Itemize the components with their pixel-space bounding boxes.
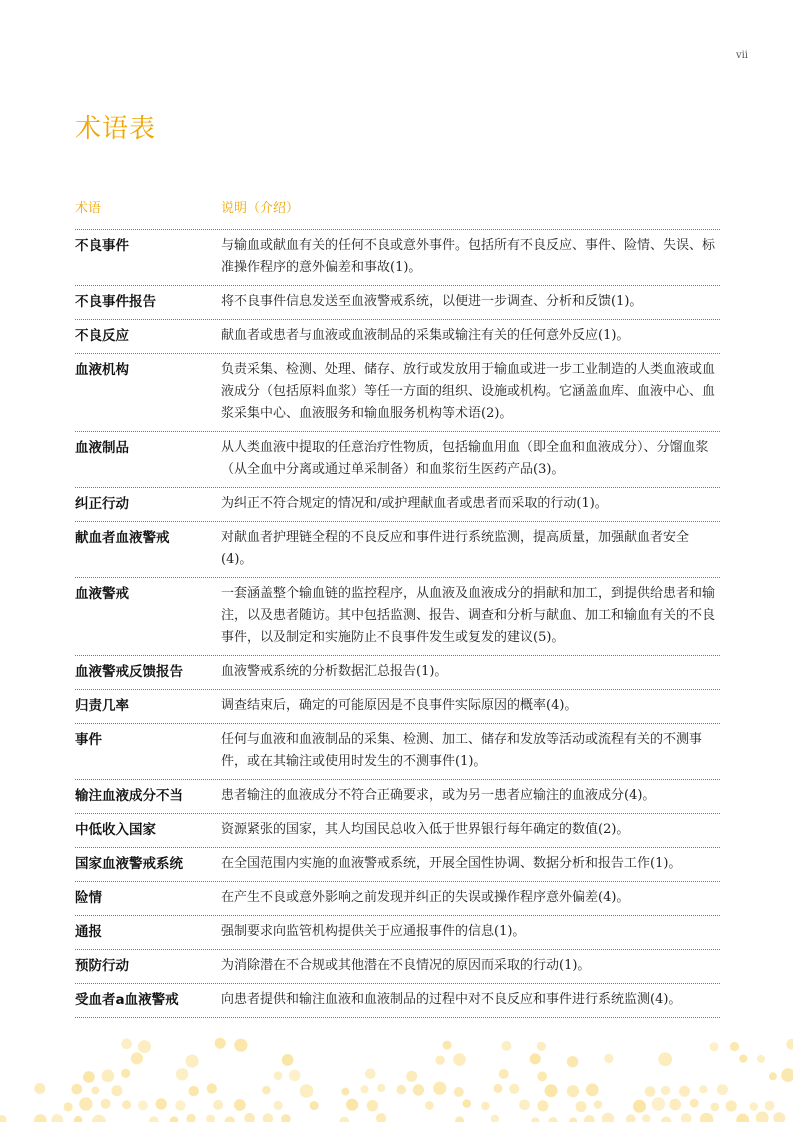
decorative-dot xyxy=(757,1055,765,1063)
decorative-dot xyxy=(710,1103,719,1112)
decorative-dot xyxy=(537,1042,546,1051)
decorative-dot xyxy=(658,1052,672,1066)
decorative-dot xyxy=(652,1097,665,1110)
table-row xyxy=(75,431,720,487)
term-cell: 纠正行动 xyxy=(75,496,129,512)
term-cell: 献血者血液警戒 xyxy=(75,530,170,546)
table-row xyxy=(75,949,720,983)
decorative-dot xyxy=(717,1084,728,1095)
decorative-dot xyxy=(661,1117,672,1122)
term-cell: 预防行动 xyxy=(75,958,129,974)
decorative-dot xyxy=(170,1116,178,1122)
decorative-dot xyxy=(244,1113,255,1122)
decorative-dot xyxy=(149,1116,159,1122)
decorative-dot xyxy=(626,1114,636,1122)
decorative-dot xyxy=(274,1101,283,1110)
table-row xyxy=(75,813,720,847)
decorative-dot xyxy=(186,1114,195,1122)
decorative-dot xyxy=(773,1112,785,1122)
decorative-dot xyxy=(730,1042,739,1051)
decorative-dot xyxy=(71,1084,82,1095)
decorative-dot xyxy=(786,1039,793,1050)
table-row xyxy=(75,689,720,723)
table-header xyxy=(75,197,720,216)
decorative-dot xyxy=(225,1116,235,1122)
decorative-dot xyxy=(750,1102,758,1110)
term-cell: 血液制品 xyxy=(75,440,129,456)
description-cell: 任何与血液和血液制品的采集、检测、加工、储存和发放等活动或流程有关的不测事件，或在其输注或使用时发生的不测事件(1)。 xyxy=(221,732,703,769)
decorative-dot xyxy=(537,1072,547,1082)
decorative-dot xyxy=(493,1084,502,1093)
term-cell: 血液机构 xyxy=(75,362,129,378)
table-row xyxy=(75,915,720,949)
decorative-dot xyxy=(102,1070,115,1083)
term-cell: 血液警戒反馈报告 xyxy=(75,664,183,680)
decorative-dot xyxy=(213,1100,223,1110)
decorative-dot xyxy=(51,1114,63,1122)
decorative-dot xyxy=(602,1113,614,1122)
term-cell: 中低收入国家 xyxy=(75,822,156,838)
description-cell: 一套涵盖整个输血链的监控程序，从血液及血液成分的捐献和加工，到提供给患者和输注，以及患者随访。其中包括监测、报告、调查和分析与献血、加工和输血有关的不良事件，以及制定和实施防止不良事件发生或复发的建议(5)。 xyxy=(221,586,716,645)
decorative-dot xyxy=(681,1113,692,1122)
decorative-dot xyxy=(700,1113,713,1122)
decorative-dot xyxy=(0,1115,7,1122)
description-cell: 在全国范围内实施的血液警戒系统，开展全国性协调、数据分析和报告工作(1)。 xyxy=(221,856,682,871)
decorative-dot xyxy=(454,1087,464,1097)
description-cell: 调查结束后，确定的可能原因是不良事件实际原因的概率(4)。 xyxy=(221,698,578,713)
description-cell: 负责采集、检测、处理、储存、放行或发放用于输血或进一步工业制造的人类血液或血液成分（包括原料血浆）等任一方面的组织、设施或机构。它涵盖血库、血液中心、血浆采集中心、血液服务和输血服务机构等术语(2)。 xyxy=(221,362,716,421)
term-cell: 血液警戒 xyxy=(75,586,129,602)
decorative-dot xyxy=(360,1085,368,1093)
decorative-dot xyxy=(435,1056,444,1065)
page-number: vii xyxy=(735,50,748,61)
term-cell: 不良事件报告 xyxy=(75,294,156,310)
table-row xyxy=(75,487,720,521)
term-cell: 受血者a血液警戒 xyxy=(75,992,179,1008)
table-row xyxy=(75,723,720,779)
decorative-dot xyxy=(234,1039,247,1052)
table-row xyxy=(75,983,720,1018)
decorative-dot xyxy=(537,1100,548,1111)
decorative-dot xyxy=(669,1099,681,1111)
decorative-dot xyxy=(425,1101,434,1110)
decorative-dot xyxy=(138,1040,151,1053)
header-description: 说明（介绍） xyxy=(221,201,300,216)
decorative-dot xyxy=(310,1101,319,1110)
decorative-dot xyxy=(769,1072,777,1080)
decorative-dot xyxy=(365,1068,376,1079)
table-row xyxy=(75,577,720,655)
decorative-dot xyxy=(176,1068,188,1080)
decorative-dot xyxy=(567,1085,579,1097)
decorative-dot xyxy=(64,1102,73,1111)
decorative-dot xyxy=(207,1083,217,1093)
term-cell: 通报 xyxy=(75,924,102,940)
decorative-dot xyxy=(645,1086,656,1097)
table-row xyxy=(75,319,720,353)
decorative-dot xyxy=(576,1101,587,1112)
term-cell: 不良反应 xyxy=(75,328,129,344)
table-row xyxy=(75,353,720,431)
decorative-dot xyxy=(781,1068,793,1082)
decorative-dot xyxy=(726,1100,737,1111)
description-cell: 从人类血液中提取的任意治疗性物质，包括输血用血（即全血和血液成分）、分馏血浆（从全血中分离或通过单采制备）和血浆衍生医药产品(3)。 xyxy=(221,440,709,477)
decorative-dot xyxy=(548,1117,557,1122)
decorative-dot xyxy=(282,1054,294,1066)
decorative-dot xyxy=(121,1069,130,1078)
decorative-dot xyxy=(367,1100,378,1111)
decorative-dot xyxy=(765,1101,775,1111)
decorative-dot xyxy=(594,1100,603,1109)
description-cell: 患者输注的血液成分不符合正确要求，或为另一患者应输注的血液成分(4)。 xyxy=(221,788,656,803)
table-row xyxy=(75,521,720,577)
decorative-dot xyxy=(300,1084,314,1098)
decorative-dot xyxy=(499,1069,509,1079)
description-cell: 为纠正不符合规定的情况和/或护理献血者或患者而采取的行动(1)。 xyxy=(221,496,608,511)
decorative-dot xyxy=(206,1115,215,1122)
decorative-dot xyxy=(509,1084,519,1094)
description-cell: 资源紧张的国家，其人均国民总收入低于世界银行每年确定的数值(2)。 xyxy=(221,822,630,837)
decorative-dot xyxy=(79,1097,92,1110)
term-cell: 不良事件 xyxy=(75,238,129,254)
decorative-dot xyxy=(376,1113,386,1122)
decorative-dot xyxy=(281,1114,291,1122)
decorative-dot xyxy=(584,1115,595,1122)
decorative-dot xyxy=(131,1052,143,1064)
decorative-dot xyxy=(661,1086,670,1095)
decorative-dot xyxy=(346,1099,358,1111)
table-row xyxy=(75,655,720,689)
description-cell: 血液警戒系统的分析数据汇总报告(1)。 xyxy=(221,664,448,679)
decorative-dot xyxy=(263,1113,274,1122)
decorative-dot xyxy=(215,1038,226,1049)
description-cell: 与输血或献血有关的任何不良或意外事件。包括所有不良反应、事件、险情、失误、标准操作程序的意外偏差和事故(1)。 xyxy=(221,238,716,275)
decorative-dot xyxy=(481,1102,489,1110)
decorative-dot xyxy=(377,1084,385,1092)
term-cell: 国家血液警戒系统 xyxy=(75,856,183,872)
decorative-dot xyxy=(339,1117,349,1122)
decorative-dot xyxy=(679,1086,690,1097)
decorative-dot xyxy=(491,1115,499,1122)
decorative-dot xyxy=(262,1086,271,1095)
decorative-dot xyxy=(189,1086,199,1096)
glossary-table xyxy=(75,229,720,1018)
decorative-dot xyxy=(413,1084,424,1095)
decorative-dot xyxy=(463,1099,472,1108)
decorative-dot xyxy=(397,1085,407,1095)
decorative-dot xyxy=(604,1054,613,1063)
decorative-dot xyxy=(175,1100,185,1110)
decorative-dot xyxy=(341,1088,349,1096)
term-cell: 事件 xyxy=(75,732,102,748)
decorative-dot xyxy=(156,1098,167,1109)
decorative-dot xyxy=(690,1099,699,1108)
decorative-dot xyxy=(433,1082,446,1095)
decorative-dot xyxy=(501,1041,511,1051)
decorative-dot xyxy=(545,1084,558,1097)
description-cell: 在产生不良或意外影响之前发现并纠正的失误或操作程序意外偏差(4)。 xyxy=(221,890,630,905)
decorative-dot xyxy=(443,1041,452,1050)
decorative-dot xyxy=(642,1114,650,1122)
description-cell: 献血者或患者与血液或血液制品的采集或输注有关的任何意外反应(1)。 xyxy=(221,328,630,343)
decorative-dot xyxy=(138,1100,148,1110)
description-cell: 强制要求向监管机构提供关于应通报事件的信息(1)。 xyxy=(221,924,526,939)
table-row xyxy=(75,229,720,285)
decorative-dot xyxy=(91,1086,99,1094)
term-cell: 输注血液成分不当 xyxy=(75,788,183,804)
decorative-dot xyxy=(756,1112,769,1122)
description-cell: 向患者提供和输注血液和血液制品的过程中对不良反应和事件进行系统监测(4)。 xyxy=(221,992,682,1007)
description-cell: 对献血者护理链全程的不良反应和事件进行系统监测，提高质量，加强献血者安全(4)。 xyxy=(221,530,690,567)
decorative-dot-pattern xyxy=(0,1032,793,1122)
decorative-dot xyxy=(186,1055,199,1068)
decorative-dot xyxy=(274,1071,283,1080)
decorative-dot xyxy=(406,1071,417,1082)
decorative-dot xyxy=(74,1116,82,1122)
decorative-dot xyxy=(586,1083,599,1096)
decorative-dot xyxy=(453,1053,466,1066)
decorative-dot xyxy=(122,1100,131,1109)
decorative-dot xyxy=(569,1118,577,1122)
table-row xyxy=(75,847,720,881)
decorative-dot xyxy=(111,1085,122,1096)
decorative-dot xyxy=(531,1117,539,1122)
decorative-dot xyxy=(34,1114,47,1122)
decorative-dot xyxy=(633,1100,646,1113)
decorative-dot xyxy=(710,1042,719,1051)
term-cell: 归责几率 xyxy=(75,698,129,714)
header-term: 术语 xyxy=(75,201,102,216)
page-title: 术语表 xyxy=(75,114,157,144)
decorative-dot xyxy=(34,1083,45,1094)
description-cell: 为消除潜在不合规或其他潜在不良情况的原因而采取的行动(1)。 xyxy=(221,958,591,973)
decorative-dot xyxy=(739,1055,747,1063)
decorative-dot xyxy=(519,1099,530,1110)
table-row xyxy=(75,779,720,813)
table-row xyxy=(75,285,720,319)
decorative-dot xyxy=(234,1099,246,1111)
decorative-dot xyxy=(455,1116,464,1122)
decorative-dot xyxy=(92,1115,106,1122)
decorative-dot xyxy=(83,1071,95,1083)
table-row xyxy=(75,881,720,915)
decorative-dot xyxy=(736,1114,749,1122)
description-cell: 将不良事件信息发送至血液警戒系统，以便进一步调查、分析和反馈(1)。 xyxy=(221,294,643,309)
decorative-dot xyxy=(699,1085,707,1093)
decorative-dot xyxy=(530,1053,541,1064)
term-cell: 险情 xyxy=(75,890,102,906)
decorative-dot xyxy=(289,1070,301,1082)
decorative-dot xyxy=(567,1056,578,1067)
decorative-dot xyxy=(121,1038,132,1049)
decorative-dot xyxy=(101,1099,111,1109)
